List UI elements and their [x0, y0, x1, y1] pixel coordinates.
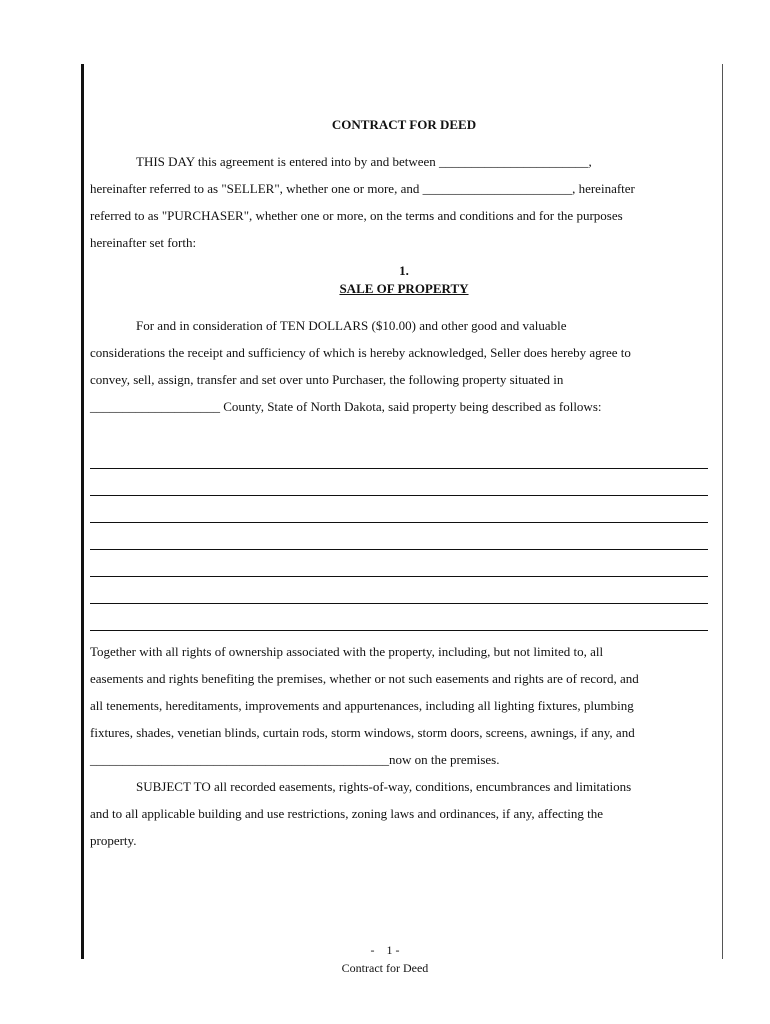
footer-page-number: - 1 - [370, 943, 400, 957]
section-title: SALE OF PROPERTY [339, 281, 469, 296]
subject-line: and to all applicable building and use restrictions, zoning laws and ordinances, if any, affecting the [90, 806, 603, 821]
together-line: ______________________________________________now on the premises. [90, 752, 500, 767]
description-blank-line[interactable] [90, 630, 708, 631]
sale-line: For and in consideration of TEN DOLLARS ($10.00) and other good and valuable [136, 318, 567, 333]
footer-doc-title: Contract for Deed [341, 961, 429, 975]
intro-line: THIS DAY this agreement is entered into by and between _______________________, [136, 154, 592, 169]
together-line: easements and rights benefiting the premises, whether or not such easements and rights are of record, and [90, 671, 639, 686]
together-line: fixtures, shades, venetian blinds, curtain rods, storm windows, storm doors, screens, awnings, if any, and [90, 725, 635, 740]
document-title: CONTRACT FOR DEED [331, 117, 477, 132]
intro-paragraph [90, 148, 718, 256]
description-blank-line[interactable] [90, 495, 708, 496]
description-blank-line[interactable] [90, 603, 708, 604]
description-blank-line[interactable] [90, 468, 708, 469]
description-blank-line[interactable] [90, 576, 708, 577]
description-blank-line[interactable] [90, 522, 708, 523]
left-margin-rule [81, 64, 84, 959]
right-margin-rule [722, 64, 723, 959]
together-line: all tenements, hereditaments, improvements and appurtenances, including all lighting fixtures, plumbing [90, 698, 634, 713]
subject-line: property. [90, 833, 137, 848]
intro-line: hereinafter referred to as "SELLER", whether one or more, and _______________________, hereinafter [90, 181, 635, 196]
sale-line: convey, sell, assign, transfer and set over unto Purchaser, the following property situated in [90, 372, 564, 387]
subject-paragraph [90, 773, 718, 854]
together-line: Together with all rights of ownership associated with the property, including, but not limited to, all [90, 644, 604, 659]
sale-line: considerations the receipt and sufficiency of which is hereby acknowledged, Seller does hereby agree to [90, 345, 631, 360]
together-paragraph [90, 638, 718, 773]
intro-line: referred to as "PURCHASER", whether one or more, on the terms and conditions and for the purposes [90, 208, 623, 223]
sale-line: ____________________ County, State of North Dakota, said property being described as follows: [90, 399, 602, 414]
intro-line: hereinafter set forth: [90, 235, 197, 250]
sale-paragraph [90, 312, 718, 420]
subject-line: SUBJECT TO all recorded easements, rights-of-way, conditions, encumbrances and limitations [136, 779, 632, 794]
description-blank-line[interactable] [90, 549, 708, 550]
section-number: 1. [399, 263, 409, 278]
